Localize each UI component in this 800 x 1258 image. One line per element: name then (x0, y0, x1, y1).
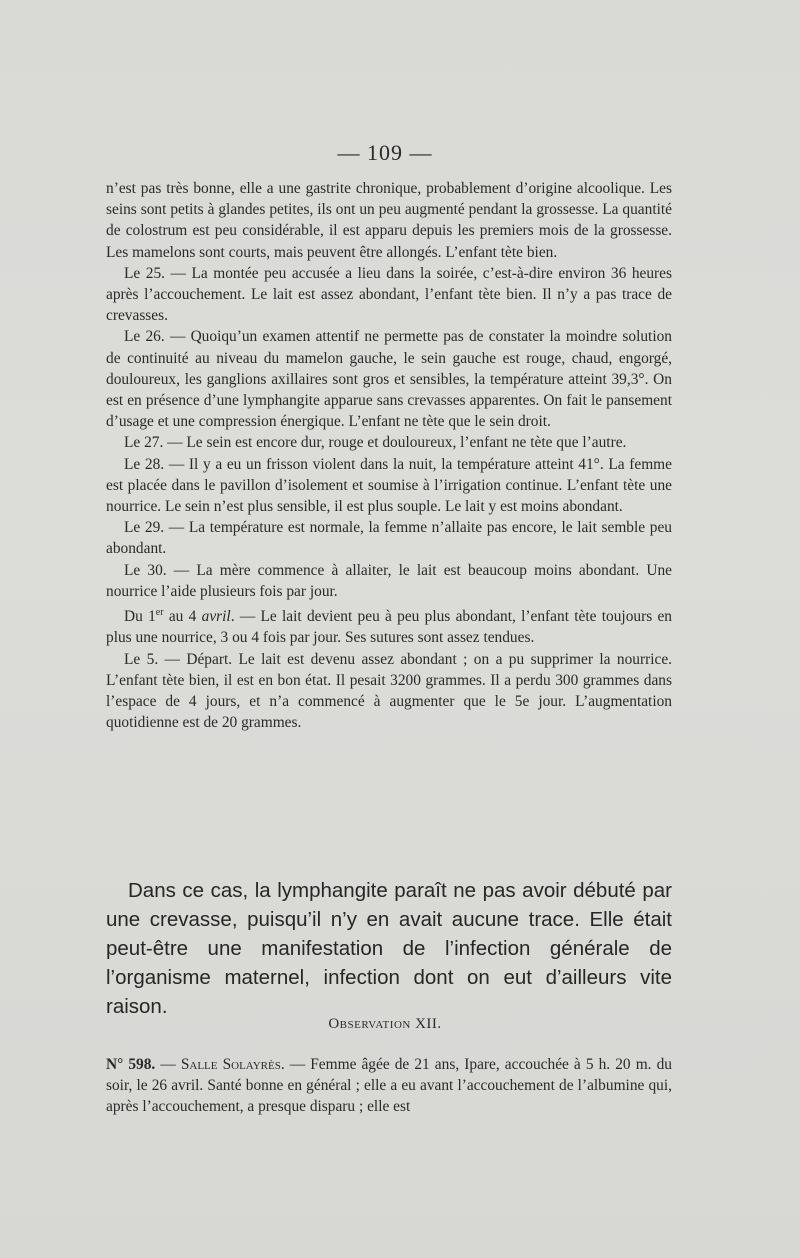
page-number: — 109 — (337, 140, 433, 165)
paragraph: Le 28. — Il y a eu un frisson violent dans la nuit, la température atteint 41°. La femme est placée dans le pavillon d’isolement et soumise à l’irrigation continue. L’enfant tète une nourrice. Le sein n’est plus sensible, il est plus souple. Le lait y est moins abondant. (106, 455, 672, 516)
case-paragraph (106, 1054, 672, 1118)
commentary (106, 876, 672, 1021)
commentary-paragraph: Dans ce cas, la lymphangite paraît ne pas avoir débuté par une crevasse, puisqu’il n’y en avait aucune trace. Elle était peut-être une manifestation de l’infection générale de l’organisme maternel, infection dont on eut d’ailleurs vite raison. (106, 879, 672, 1018)
paragraph: Le 26. — Quoiqu’un examen attentif ne permette pas de constater la moindre solution de continuité au niveau du mamelon gauche, le sein gauche est rouge, chaud, engorgé, douloureux, les ganglions axillaires sont gros et sensibles, la température atteint 39,3°. On est en présence d’une lymphangite apparue sans crevasses apparentes. On fait le pansement d’usage et une compression énergique. L’enfant ne tète que le sein droit. (106, 328, 672, 431)
paragraph-april (106, 602, 672, 649)
paragraph: Le 5. — Départ. Le lait est devenu assez abondant ; on a pu supprimer la nourrice. L’enfant tète bien, il est en bon état. Il pesait 3200 grammes. Il a perdu 300 grammes dans l’espace de 4 jours, et n’a commencé à augmenter que le 5e jour. L’augmentation quotidienne est de 20 grammes. (106, 650, 672, 732)
observation-title: Observation XII. (328, 1016, 442, 1032)
april-middle: au 4 (163, 608, 202, 626)
paragraph: Le 25. — La montée peu accusée a lieu dans la soirée, c’est-à-dire environ 36 heures après l’accouchement. Le lait est assez abondant, l’enfant tète bien. Il n’y a pas trace de crevasses. (106, 264, 672, 325)
case-ward: — Salle Solayrès. (155, 1056, 285, 1073)
april-continuation: toujours en plus une nourrice, 3 ou 4 fois par jour. Ses sutures sont assez tendues. (106, 608, 673, 647)
april-prefix: Du 1 (124, 608, 156, 626)
paragraph: Le 29. — La température est normale, la femme n’allaite pas encore, le lait semble peu abondant. (106, 519, 672, 558)
april-superscript: er (155, 607, 164, 619)
case-entry (106, 1054, 672, 1118)
paragraph: Le 30. — La mère commence à allaiter, le lait est beaucoup moins abondant. Une nourrice l’aide plusieurs fois par jour. (106, 561, 672, 600)
april-italic: avril (201, 608, 231, 626)
case-number: N° 598. (106, 1056, 156, 1073)
paragraph: Le 27. — Le sein est encore dur, rouge et douloureux, l’enfant ne tète que l’autre. (124, 434, 627, 452)
paragraph: n’est pas très bonne, elle a une gastrite chronique, probablement d’origine alcoolique. Les seins sont petits à glandes petites, ils ont un peu augmenté pendant la grossesse. La quantité de colostrum est peu considérable, il est apparu depuis les premiers mois de la grossesse. Les mamelons sont courts, mais peuvent être allongés. L’enfant tète bien. (106, 180, 672, 261)
april-suffix: . — Le lait devient peu à peu plus abondant, l’enfant tète (230, 608, 602, 626)
case-notes (106, 178, 672, 733)
case-text: — Femme âgée de 21 ans, Ipare, accouchée à 5 h. 20 m. du soir, le 26 avril. Santé bonne en général ; elle a eu avant l’accouchement de l’albumine qui, après l’accouchement, a presque disparu ; elle est (106, 1056, 672, 1116)
